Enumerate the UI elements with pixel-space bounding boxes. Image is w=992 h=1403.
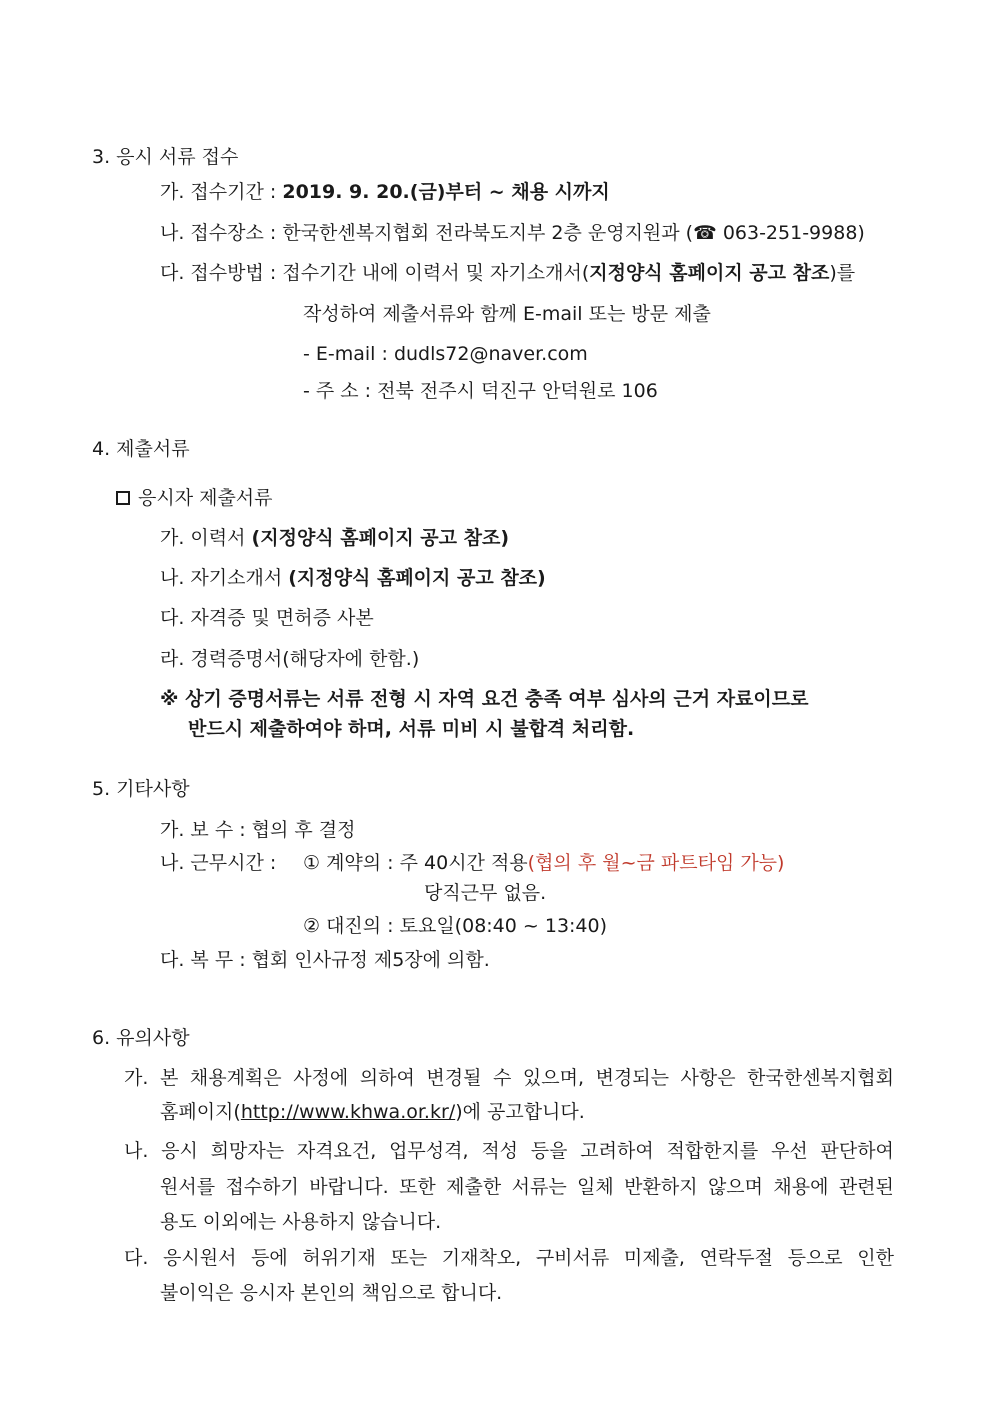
word: 수 (493, 1067, 512, 1089)
word: 나. (124, 1140, 149, 1162)
word: 업무성격, (389, 1140, 469, 1162)
receipt-method-value-bold: 지정양식 홈페이지 공고 참조 (589, 262, 830, 284)
homepage-link[interactable]: http://www.khwa.or.kr/ (240, 1101, 456, 1123)
notice-b-line-3: 용도 이외에는 사용하지 않습니다. (160, 1211, 442, 1233)
section-3-title: 3. 응시 서류 접수 (92, 146, 239, 168)
word: 반환하지 (624, 1176, 698, 1198)
checkbox-square-icon (116, 491, 130, 505)
word: 등을 (530, 1140, 568, 1162)
word: 희망자는 (210, 1140, 285, 1162)
doc-item-a-text: 가. 이력서 (160, 527, 252, 549)
word: 의하여 (359, 1067, 415, 1089)
contract-value-2: 당직근무 없음. (424, 882, 547, 904)
doc-item-b-bold: (지정양식 홈페이지 공고 참조) (288, 567, 546, 589)
word: 적성 (481, 1140, 519, 1162)
notice-a-suffix: )에 공고합니다. (455, 1101, 585, 1123)
doc-item-b-text: 나. 자기소개서 (160, 567, 289, 589)
contract-note-red: (협의 후 월~금 파트타임 가능) (527, 852, 785, 874)
notice-b-line-2 (160, 1175, 894, 1199)
substitute-label: ② 대진의 : (303, 915, 394, 937)
note-line-2: 반드시 제출하여야 하며, 서류 미비 시 불합격 처리함. (188, 718, 635, 740)
receipt-method-row (160, 261, 855, 285)
word: 연락두절 (699, 1247, 773, 1269)
work-hours-row (160, 851, 276, 875)
word: 사항은 (680, 1067, 736, 1089)
word: 고려하여 (580, 1140, 654, 1162)
receipt-place-label: 나. 접수장소 : (160, 222, 277, 244)
word: 또는 (390, 1247, 428, 1269)
receipt-method-line-2: 작성하여 제출서류와 함께 E-mail 또는 방문 제출 (303, 303, 711, 325)
word: 본 (159, 1067, 179, 1089)
word: 사정에 (293, 1067, 349, 1089)
address-line: - 주 소 : 전북 전주시 덕진구 안덕원로 106 (303, 380, 658, 402)
word: 한국한센복지협회 (747, 1067, 894, 1089)
notice-c-line-1 (124, 1246, 894, 1270)
service-row: 다. 복 무 : 협회 인사규정 제5장에 의함. (160, 949, 490, 971)
notice-a-line-2 (160, 1100, 585, 1124)
word: 있으며, (522, 1067, 585, 1089)
salary-row: 가. 보 수 : 협의 후 결정 (160, 819, 356, 841)
word: 판단하여 (820, 1140, 894, 1162)
word: 등으로 (787, 1247, 843, 1269)
word: 등에 (251, 1247, 288, 1269)
word: 자격요건, (296, 1140, 377, 1162)
receipt-period-label: 가. 접수기간 : (160, 181, 277, 203)
word: 변경될 (426, 1067, 482, 1089)
receipt-method-value-a: 접수기간 내에 이력서 및 자기소개서( (282, 262, 590, 284)
doc-item-a (160, 526, 509, 550)
receipt-place-phone: 063-251-9988) (722, 222, 865, 244)
receipt-place-value: 한국한센복지협회 전라북도지부 2층 운영지원과 ( (282, 222, 694, 244)
note-line-1: ※ 상기 증명서류는 서류 전형 시 자역 요건 충족 여부 심사의 근거 자료이므로 (160, 688, 809, 710)
phone-icon: ☎ (693, 222, 723, 244)
word: 변경되는 (595, 1067, 669, 1089)
submission-heading-text: 응시자 제출서류 (138, 487, 273, 509)
word: 가. (124, 1067, 149, 1089)
word: 일체 (577, 1176, 614, 1198)
receipt-method-value-c: )를 (829, 262, 856, 284)
word: 허위기재 (302, 1247, 376, 1269)
receipt-place-row (160, 221, 865, 245)
notice-a-prefix: 홈페이지( (160, 1101, 241, 1123)
word: 제출한 (446, 1176, 502, 1198)
word: 기재착오, (441, 1247, 522, 1269)
section-5-title: 5. 기타사항 (92, 778, 190, 800)
section-4-title: 4. 제출서류 (92, 438, 190, 460)
word: 채용에 (773, 1176, 829, 1198)
doc-item-b (160, 566, 546, 590)
word: 서류는 (511, 1176, 567, 1198)
word: 또한 (399, 1176, 436, 1198)
email-line: - E-mail : dudls72@naver.com (303, 343, 588, 365)
doc-item-a-bold: (지정양식 홈페이지 공고 참조) (251, 527, 510, 549)
substitute-row (303, 914, 607, 938)
word: 원서를 (160, 1176, 216, 1198)
contract-row (303, 851, 784, 875)
word: 관련된 (838, 1176, 894, 1198)
word: 다. (124, 1247, 149, 1269)
word: 미제출, (623, 1247, 685, 1269)
word: 접수하기 (225, 1176, 299, 1198)
word: 채용계획은 (189, 1067, 282, 1089)
receipt-period-value: 2019. 9. 20.(금)부터 ~ 채용 시까지 (282, 181, 610, 203)
word: 적합한지를 (666, 1140, 759, 1162)
notice-a-line-1 (124, 1066, 894, 1090)
word: 구비서류 (535, 1247, 610, 1269)
word: 않으며 (707, 1176, 763, 1198)
contract-label: ① 계약의 : (303, 852, 394, 874)
receipt-method-label: 다. 접수방법 : (160, 262, 277, 284)
doc-item-d: 라. 경력증명서(해당자에 한함.) (160, 648, 420, 670)
notice-b-line-1 (124, 1139, 894, 1163)
substitute-value: 토요일(08:40 ~ 13:40) (399, 915, 608, 937)
doc-item-c: 다. 자격증 및 면허증 사본 (160, 607, 374, 629)
work-hours-label: 나. 근무시간 : (160, 852, 277, 874)
section-6-title: 6. 유의사항 (92, 1027, 190, 1049)
word: 인한 (857, 1247, 894, 1269)
word: 응시 (161, 1140, 198, 1162)
receipt-period-row (160, 180, 610, 204)
contract-value: 주 40시간 적용 (399, 852, 528, 874)
word: 우선 (771, 1140, 808, 1162)
word: 응시원서 (163, 1247, 237, 1269)
submission-heading (116, 486, 273, 510)
notice-c-line-2: 불이익은 응시자 본인의 책임으로 합니다. (160, 1282, 503, 1304)
word: 바랍니다. (309, 1176, 389, 1198)
